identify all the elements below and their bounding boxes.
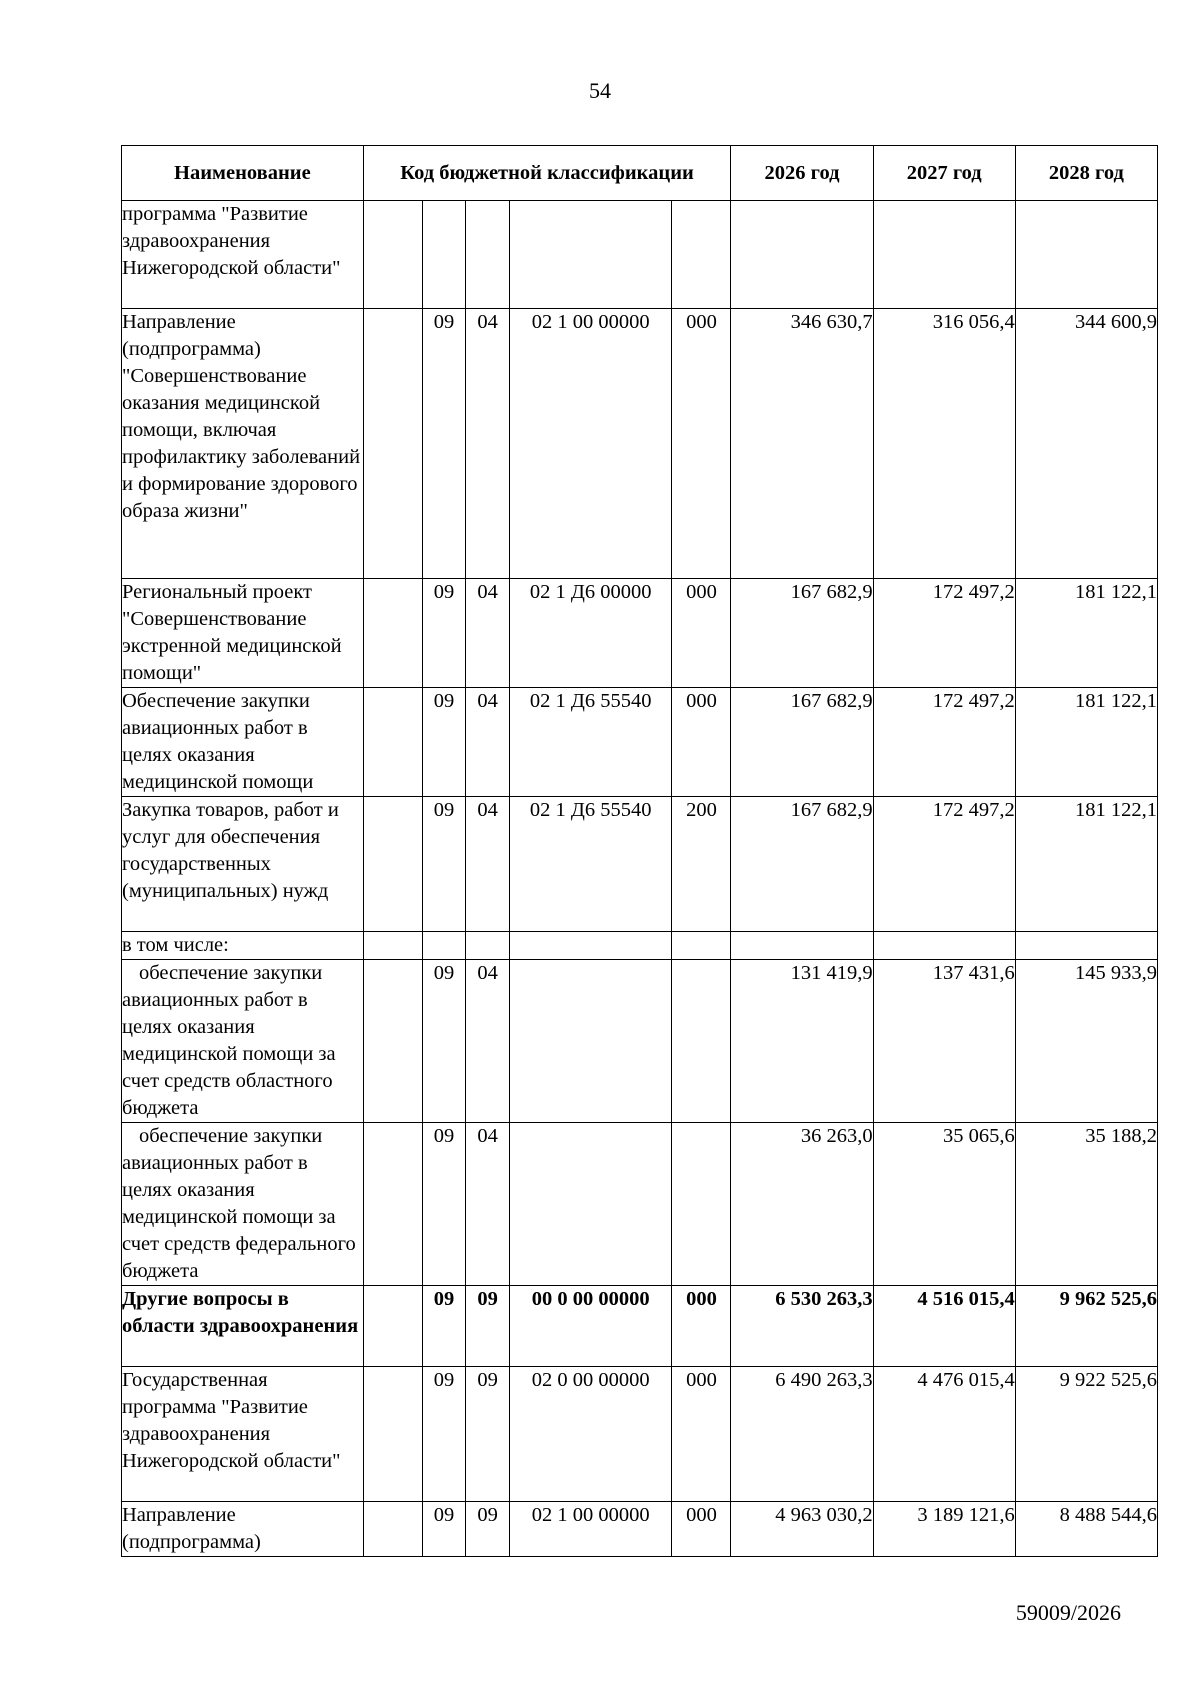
code-expense-type: 000 — [672, 579, 731, 688]
value-2028: 344 600,9 — [1015, 309, 1157, 579]
row-name: программа "Развитие здравоохранения Нижегородской области" — [122, 201, 364, 309]
header-year-2026: 2026 год — [731, 146, 873, 201]
code-subsection: 04 — [466, 688, 510, 797]
code-subsection: 04 — [466, 797, 510, 932]
code-section: 09 — [422, 1123, 466, 1286]
code-target-article: 02 1 Д6 55540 — [509, 688, 672, 797]
value-2026: 4 963 030,2 — [731, 1502, 873, 1557]
code-section: 09 — [422, 688, 466, 797]
code-target-article — [509, 1123, 672, 1286]
code-section: 09 — [422, 309, 466, 579]
code-section: 09 — [422, 797, 466, 932]
value-2027: 316 056,4 — [873, 309, 1015, 579]
value-2027: 4 476 015,4 — [873, 1367, 1015, 1502]
code-expense-type: 000 — [672, 1286, 731, 1367]
code-expense-type — [672, 960, 731, 1123]
code-subsection — [466, 932, 510, 960]
header-name: Наименование — [122, 146, 364, 201]
value-2028: 181 122,1 — [1015, 579, 1157, 688]
value-2027 — [873, 201, 1015, 309]
value-2027: 172 497,2 — [873, 579, 1015, 688]
code-subsection — [466, 201, 510, 309]
value-2027 — [873, 932, 1015, 960]
code-target-article: 02 1 00 00000 — [509, 1502, 672, 1557]
code-part-1 — [363, 797, 422, 932]
value-2028: 8 488 544,6 — [1015, 1502, 1157, 1557]
header-year-2028: 2028 год — [1015, 146, 1157, 201]
code-section: 09 — [422, 579, 466, 688]
code-section: 09 — [422, 960, 466, 1123]
value-2026: 167 682,9 — [731, 688, 873, 797]
code-part-1 — [363, 688, 422, 797]
code-part-1 — [363, 1123, 422, 1286]
row-name: Региональный проект "Совершенствование экстренной медицинской помощи" — [122, 579, 364, 688]
table-header-row — [122, 146, 1158, 201]
table-row — [122, 960, 1158, 1123]
code-part-1 — [363, 932, 422, 960]
code-section: 09 — [422, 1286, 466, 1367]
code-expense-type — [672, 932, 731, 960]
table-row — [122, 201, 1158, 309]
value-2026: 167 682,9 — [731, 579, 873, 688]
code-section: 09 — [422, 1502, 466, 1557]
table-row — [122, 688, 1158, 797]
value-2027: 172 497,2 — [873, 797, 1015, 932]
value-2026 — [731, 201, 873, 309]
code-subsection: 09 — [466, 1502, 510, 1557]
row-name: обеспечение закупки авиационных работ в целях оказания медицинской помощи за счет средств областного бюджета — [122, 960, 364, 1123]
code-target-article: 00 0 00 00000 — [509, 1286, 672, 1367]
header-year-2027: 2027 год — [873, 146, 1015, 201]
code-target-article: 02 1 Д6 00000 — [509, 579, 672, 688]
code-subsection: 04 — [466, 579, 510, 688]
code-subsection: 09 — [466, 1367, 510, 1502]
table-row — [122, 1367, 1158, 1502]
value-2028: 35 188,2 — [1015, 1123, 1157, 1286]
value-2028: 9 962 525,6 — [1015, 1286, 1157, 1367]
value-2027: 172 497,2 — [873, 688, 1015, 797]
code-section — [422, 201, 466, 309]
code-target-article — [509, 932, 672, 960]
budget-table — [121, 145, 1158, 1557]
code-target-article: 02 1 Д6 55540 — [509, 797, 672, 932]
value-2026: 6 490 263,3 — [731, 1367, 873, 1502]
value-2026: 167 682,9 — [731, 797, 873, 932]
code-expense-type: 000 — [672, 688, 731, 797]
value-2028: 181 122,1 — [1015, 688, 1157, 797]
code-subsection: 04 — [466, 309, 510, 579]
table-row — [122, 797, 1158, 932]
row-name: Обеспечение закупки авиационных работ в целях оказания медицинской помощи — [122, 688, 364, 797]
table-row — [122, 932, 1158, 960]
value-2027: 35 065,6 — [873, 1123, 1015, 1286]
value-2027: 137 431,6 — [873, 960, 1015, 1123]
value-2026 — [731, 932, 873, 960]
value-2028: 181 122,1 — [1015, 797, 1157, 932]
value-2028 — [1015, 201, 1157, 309]
value-2028: 145 933,9 — [1015, 960, 1157, 1123]
code-part-1 — [363, 1286, 422, 1367]
row-name: в том числе: — [122, 932, 364, 960]
row-name: Направление (подпрограмма) "Совершенствование оказания медицинской помощи, включая профилактику заболеваний и формирование здорового образа жизни" — [122, 309, 364, 579]
code-part-1 — [363, 201, 422, 309]
code-subsection: 09 — [466, 1286, 510, 1367]
value-2027: 4 516 015,4 — [873, 1286, 1015, 1367]
value-2027: 3 189 121,6 — [873, 1502, 1015, 1557]
code-part-1 — [363, 579, 422, 688]
value-2028: 9 922 525,6 — [1015, 1367, 1157, 1502]
value-2026: 131 419,9 — [731, 960, 873, 1123]
value-2028 — [1015, 932, 1157, 960]
code-section: 09 — [422, 1367, 466, 1502]
code-part-1 — [363, 1502, 422, 1557]
value-2026: 36 263,0 — [731, 1123, 873, 1286]
code-subsection: 04 — [466, 1123, 510, 1286]
value-2026: 6 530 263,3 — [731, 1286, 873, 1367]
document-number: 59009/2026 — [1015, 1600, 1121, 1625]
code-expense-type — [672, 1123, 731, 1286]
value-2026: 346 630,7 — [731, 309, 873, 579]
code-target-article: 02 1 00 00000 — [509, 309, 672, 579]
page-number: 54 — [589, 78, 611, 103]
row-name: Государственная программа "Развитие здравоохранения Нижегородской области" — [122, 1367, 364, 1502]
code-part-1 — [363, 960, 422, 1123]
table-row — [122, 1286, 1158, 1367]
row-name: обеспечение закупки авиационных работ в целях оказания медицинской помощи за счет средств федерального бюджета — [122, 1123, 364, 1286]
code-subsection: 04 — [466, 960, 510, 1123]
row-name: Другие вопросы в области здравоохранения — [122, 1286, 364, 1367]
code-expense-type: 200 — [672, 797, 731, 932]
code-expense-type: 000 — [672, 309, 731, 579]
code-expense-type — [672, 201, 731, 309]
table-row — [122, 579, 1158, 688]
code-part-1 — [363, 309, 422, 579]
code-target-article — [509, 960, 672, 1123]
header-budget-code: Код бюджетной классификации — [363, 146, 731, 201]
code-part-1 — [363, 1367, 422, 1502]
code-expense-type: 000 — [672, 1502, 731, 1557]
table-row — [122, 1123, 1158, 1286]
code-target-article: 02 0 00 00000 — [509, 1367, 672, 1502]
code-section — [422, 932, 466, 960]
code-target-article — [509, 201, 672, 309]
table-row — [122, 1502, 1158, 1557]
code-expense-type: 000 — [672, 1367, 731, 1502]
row-name: Закупка товаров, работ и услуг для обеспечения государственных (муниципальных) нужд — [122, 797, 364, 932]
table-row — [122, 309, 1158, 579]
row-name: Направление (подпрограмма) — [122, 1502, 364, 1557]
